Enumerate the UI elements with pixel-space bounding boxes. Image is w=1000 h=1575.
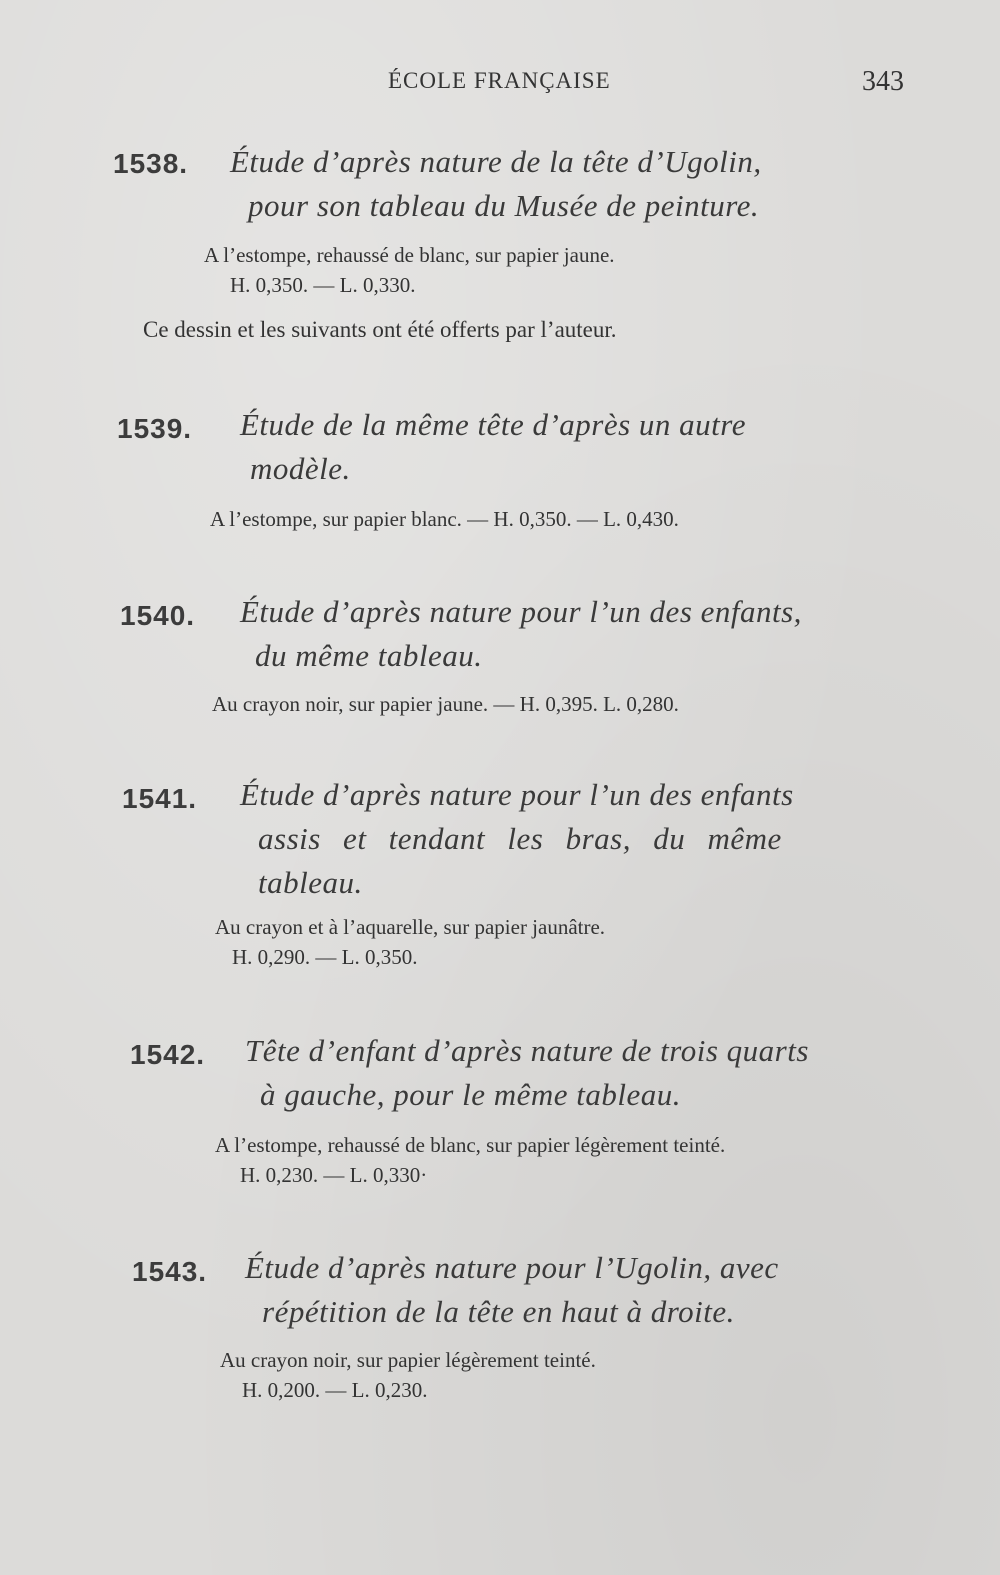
entry-title-line: pour son tableau du Musée de peinture.: [248, 188, 760, 223]
catalogue-entry-1543: [0, 1246, 1000, 1402]
entry-number: 1538.: [113, 148, 189, 179]
catalogue-entry-1538: [0, 140, 1000, 342]
entry-title: [0, 773, 1000, 905]
entry-title-line: Tête d’enfant d’après nature de trois quarts: [245, 1033, 809, 1068]
entry-number: 1540.: [120, 600, 196, 631]
entry-title-line: Étude d’après nature pour l’un des enfants: [240, 777, 794, 812]
entry-number: 1539.: [117, 413, 193, 444]
running-head: [0, 66, 1000, 106]
entry-title-line: modèle.: [250, 451, 351, 486]
catalogue-entry-1542: [0, 1029, 1000, 1187]
entry-title-line: à gauche, pour le même tableau.: [260, 1077, 681, 1112]
entry-number: 1542.: [130, 1039, 206, 1070]
entry-description: A l’estompe, rehaussé de blanc, sur papier légèrement teinté.: [215, 1133, 726, 1157]
entry-title-line: répétition de la tête en haut à droite.: [262, 1294, 735, 1329]
entry-dimensions: H. 0,290. — L. 0,350.: [232, 945, 418, 969]
entry-dimensions: H. 0,230. — L. 0,330·: [240, 1163, 428, 1187]
entry-title-line: Étude de la même tête d’après un autre: [240, 407, 746, 442]
entry-title-line: Étude d’après nature de la tête d’Ugolin,: [230, 144, 762, 179]
entry-title-line: assis et tendant les bras, du même: [258, 821, 782, 856]
entry-title: [0, 403, 1000, 491]
entry-description: Au crayon noir, sur papier jaune. — H. 0,395. L. 0,280.: [212, 692, 679, 716]
catalogue-entry-1541: [0, 773, 1000, 969]
entry-title: [0, 1246, 1000, 1334]
entry-description: A l’estompe, sur papier blanc. — H. 0,350. — L. 0,430.: [210, 507, 679, 531]
entry-description: Au crayon noir, sur papier légèrement teinté.: [220, 1348, 596, 1372]
entry-number: 1541.: [122, 783, 198, 814]
entry-title: [0, 590, 1000, 678]
entry-dimensions: H. 0,200. — L. 0,230.: [242, 1378, 428, 1402]
entry-title-line: Étude d’après nature pour l’Ugolin, avec: [245, 1250, 779, 1285]
entry-dimensions: H. 0,350. — L. 0,330.: [230, 273, 416, 297]
entry-title: [0, 1029, 1000, 1117]
entry-note: Ce dessin et les suivants ont été offerts par l’auteur.: [143, 317, 617, 342]
running-title: ÉCOLE FRANÇAISE: [388, 68, 611, 93]
entry-description: Au crayon et à l’aquarelle, sur papier jaunâtre.: [215, 915, 606, 939]
entry-description: A l’estompe, rehaussé de blanc, sur papier jaune.: [204, 243, 615, 267]
entry-title-line: Étude d’après nature pour l’un des enfants,: [240, 594, 802, 629]
entry-title: [0, 140, 1000, 228]
catalogue-entry-1539: [0, 403, 1000, 531]
entry-number: 1543.: [132, 1256, 208, 1287]
entry-title-line: du même tableau.: [255, 638, 483, 673]
entry-title-line: tableau.: [258, 865, 363, 900]
catalogue-entry-1540: [0, 590, 1000, 716]
page-number: 343: [862, 66, 904, 97]
